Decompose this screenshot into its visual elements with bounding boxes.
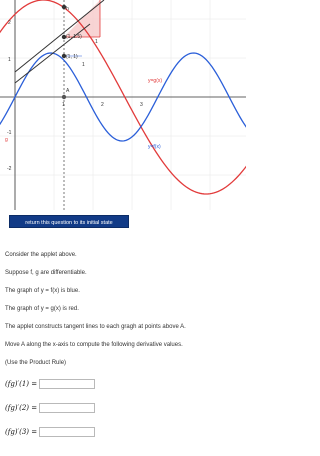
applet-graph[interactable] (0, 0, 246, 210)
f-function-label: y=f(x) (148, 144, 161, 150)
derivative-label-2: (fg)′(2) = (5, 404, 38, 412)
slope-label-2: 1 (82, 62, 85, 68)
point-h[interactable] (62, 5, 66, 9)
product-rule-text: (Use the Product Rule) (5, 360, 67, 366)
a-label: A (66, 88, 70, 94)
derivative-label-3: (fg)′(3) = (5, 428, 38, 436)
h-label: h (66, 6, 69, 12)
slope-label-1: 1 (95, 39, 98, 45)
g-function-label: y=g(x) (148, 78, 163, 84)
left-marker-label: g (5, 137, 8, 143)
point-1-1-label: (1, 1) (66, 54, 78, 60)
point-1-1 (62, 54, 66, 58)
suppose-text: Suppose f, g are differentiable. (5, 270, 87, 276)
red-graph-text: The graph of y = g(x) is red. (5, 306, 79, 312)
derivative-input-1[interactable] (39, 379, 95, 389)
derivative-label-1: (fg)′(1) = (5, 380, 38, 388)
derivative-row-1 (5, 378, 95, 390)
blue-graph-text: The graph of y = f(x) is blue. (5, 288, 80, 294)
y-tick-1: 1 (8, 57, 11, 63)
y-tick-neg1: -1 (7, 130, 12, 136)
move-a-text: Move A along the x-axis to compute the following derivative values. (5, 342, 183, 348)
intro-text: Consider the applet above. (5, 252, 77, 258)
derivative-row-2 (5, 402, 95, 414)
tangent-text: The applet constructs tangent lines to each gragh at points above A. (5, 324, 186, 330)
y-tick-2: 2 (8, 20, 11, 26)
x-tick-1: 1 (62, 102, 65, 108)
derivative-row-3 (5, 426, 95, 438)
reset-question-button[interactable]: return this question to its initial state (9, 215, 129, 228)
point-a[interactable] (62, 95, 66, 99)
x-tick-3: 3 (140, 102, 143, 108)
point-1-1.5-label: (1, 1.5) (66, 34, 82, 40)
y-tick-neg2: -2 (7, 166, 12, 172)
point-1-1.5 (62, 35, 66, 39)
x-tick-2: 2 (101, 102, 104, 108)
derivative-input-2[interactable] (39, 403, 95, 413)
derivative-input-3[interactable] (39, 427, 95, 437)
